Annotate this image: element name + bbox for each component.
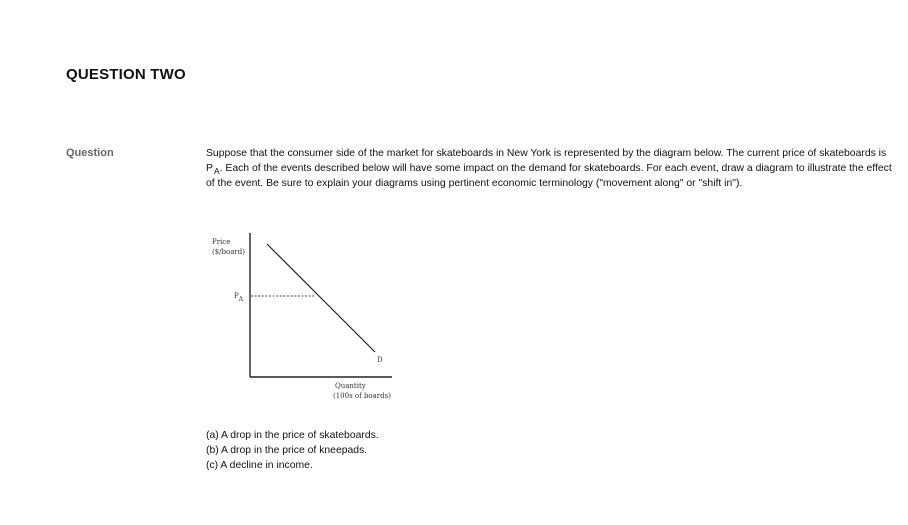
x-axis-label-line1: Quantity xyxy=(335,382,366,390)
demand-curve xyxy=(267,244,375,352)
question-side-label: Question xyxy=(66,147,114,159)
part-c: (c) A decline in income. xyxy=(206,460,313,471)
question-parts xyxy=(206,428,379,473)
demand-diagram xyxy=(203,228,403,408)
question-heading: QUESTION TWO xyxy=(66,66,186,83)
y-axis-label-line2: ($/board) xyxy=(212,248,245,256)
question-text-part2: . Each of the events described below will have some impact on the demand for skateboards. For each event, draw a diagram to illustrate the effect of the event. Be sure to explain your diagrams using pertinent economic terminology ("movement along" or "shift in"). xyxy=(206,163,892,190)
y-axis-label-line1: Price xyxy=(212,238,231,246)
x-axis-label-line2: (100s of boards) xyxy=(333,392,391,400)
question-text-part1: Suppose that the consumer side of the market for skateboards in New York is represented by the diagram below. The current price of skateboards is P xyxy=(206,148,887,175)
question-text xyxy=(206,146,896,192)
demand-curve-label: D xyxy=(377,356,383,364)
part-a: (a) A drop in the price of skateboards. xyxy=(206,430,379,441)
price-subscript: A xyxy=(213,166,220,177)
part-b: (b) A drop in the price of kneepads. xyxy=(206,445,368,456)
price-label: PA xyxy=(234,292,244,303)
